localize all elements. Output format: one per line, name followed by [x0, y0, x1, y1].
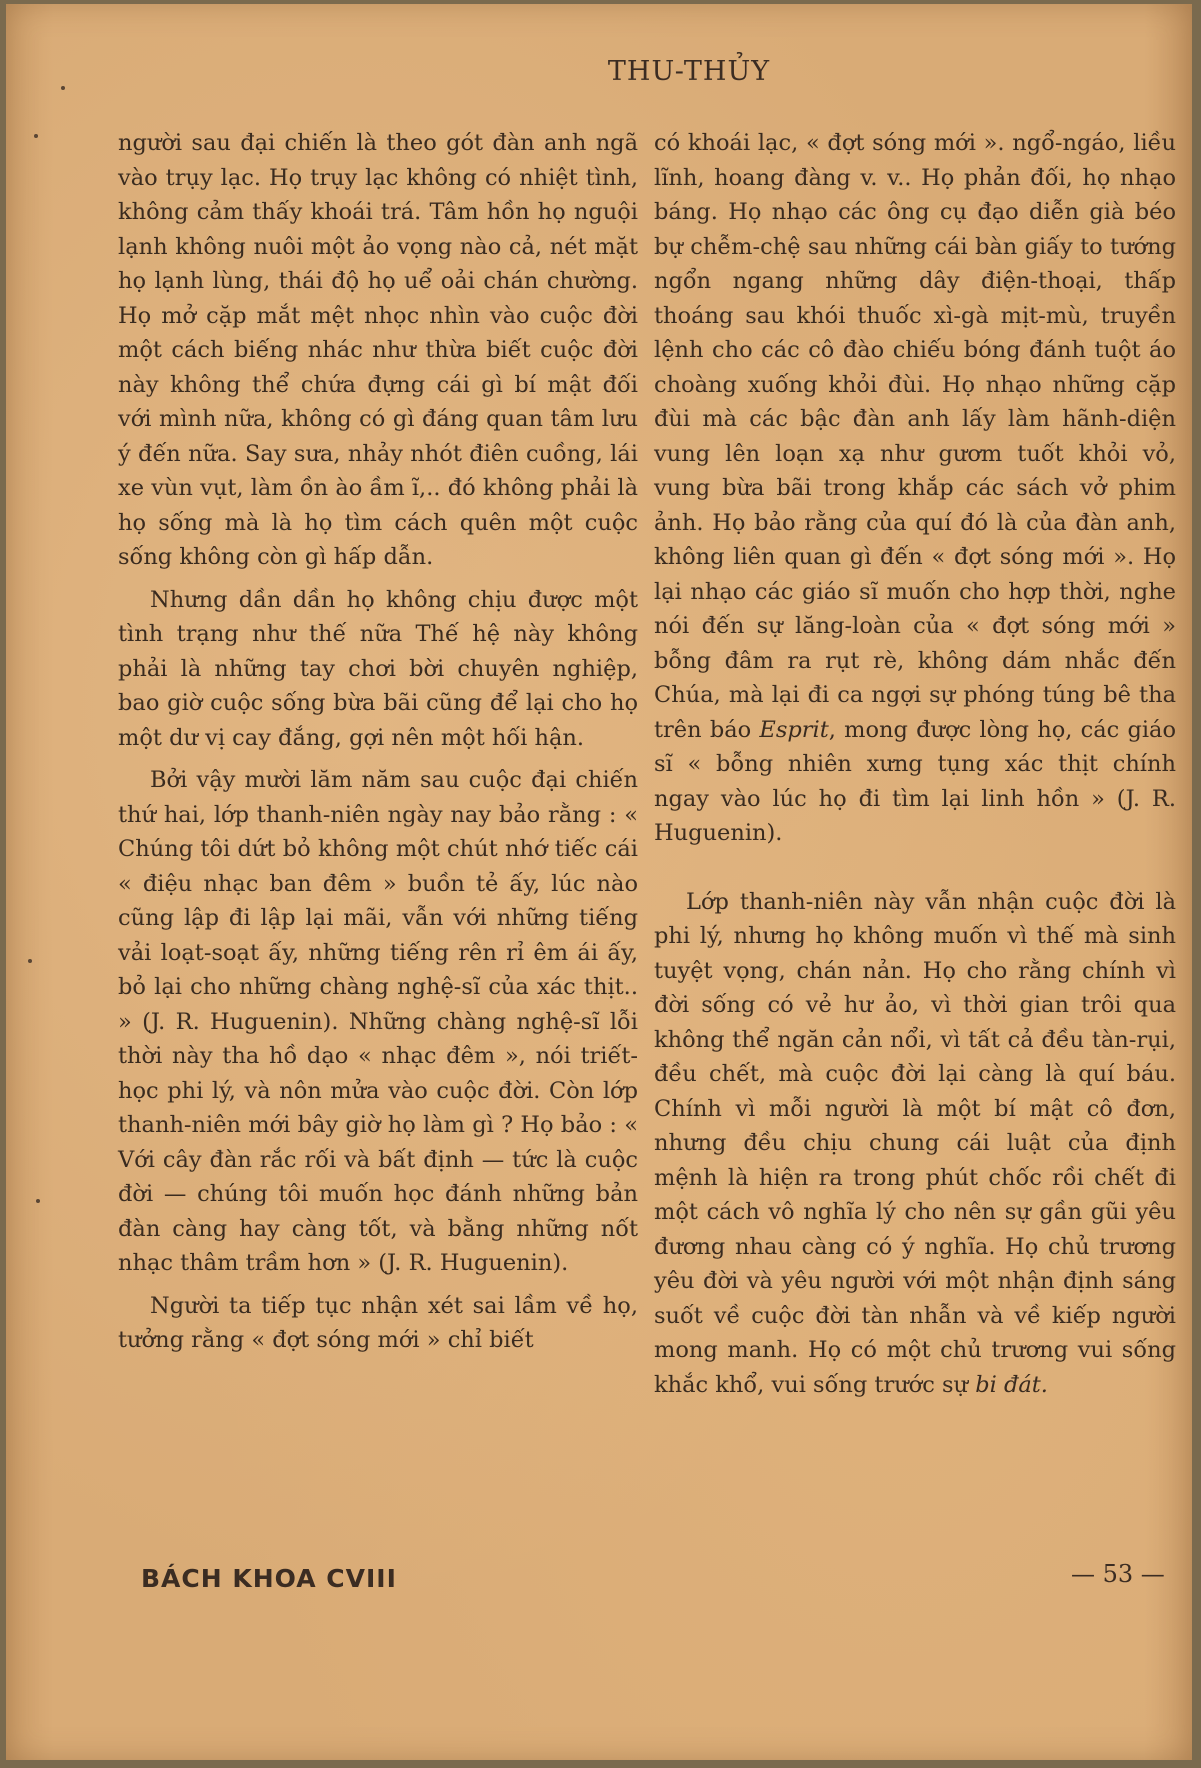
paper-speck [36, 1199, 40, 1203]
closing-words: bi đát. [975, 1371, 1048, 1398]
paragraph: Bởi vậy mười lăm năm sau cuộc đại chiến thứ hai, lớp thanh-niên ngày nay bảo rằng : « Chúng tôi dứt bỏ không một chút nhớ tiếc cái « điệu nhạc ban đêm » buồn tẻ ấy, lúc nào cũng lập đi lập lại mãi, vẫn với những tiếng vải loạt-soạt ấy, những tiếng rên rỉ êm ái ấy, bỏ lại cho những chàng nghệ-sĩ của xác thịt.. » (J. R. Huguenin). Những chàng nghệ-sĩ lỗi thời này tha hồ dạo « nhạc đêm », nói triết-học phi lý, và nôn mửa vào cuộc đời. Còn lớp thanh-niên mới bây giờ họ làm gì ? Họ bảo : « Với cây đàn rắc rối và bất định — tức là cuộc đời — chúng tôi muốn học đánh những bản đàn càng hay càng tốt, và bằng những nốt nhạc thâm trầm hơn » (J. R. Huguenin). [118, 767, 638, 1276]
page-number: — 53 — [1071, 1560, 1165, 1588]
paragraph: người sau đại chiến là theo gót đàn anh ngã vào trụy lạc. Họ trụy lạc không có nhiệt tình, không cảm thấy khoái trá. Tâm hồn họ nguội lạnh không nuôi một ảo vọng nào cả, nét mặt họ lạnh lùng, thái độ họ uể oải chán chường. Họ mở cặp mắt mệt nhọc nhìn vào cuộc đời một cách biếng nhác như thừa biết cuộc đời này không thể chứa đựng cái gì bí mật đối với mình nữa, không có gì đáng quan tâm lưu ý đến nữa. Say sưa, nhảy nhót điên cuồng, lái xe vùn vụt, làm ồn ào ầm ĩ,.. đó không phải là họ sống mà là họ tìm cách quên một cuộc sống không còn gì hấp dẫn. [118, 130, 638, 570]
page-header: THU-THỦY [607, 56, 771, 87]
paragraph-text: có khoái lạc, « đợt sóng mới ». ngổ-ngáo, liều lĩnh, hoang đàng v. v.. Họ phản đối, họ nhạo báng. Họ nhạo các ông cụ đạo diễn già béo bự chễm-chệ sau những cái bàn giấy to tướng ngổn ngang những dây điện-thoại, thấp thoáng sau khói thuốc xì-gà mịt-mù, truyền lệnh cho các cô đào chiếu bóng đánh tuột áo choàng xuống khỏi đùi. Họ nhạo những cặp đùi mà các bậc đàn anh lấy làm hãnh-diện vung lên loạn xạ như gươm tuốt khỏi vỏ, vung bừa bãi trong khắp các sách vở phim ảnh. Họ bảo rằng của quí đó là của đàn anh, không liên quan gì đến « đợt sóng mới ». Họ lại nhạo các giáo sĩ muốn cho hợp thời, nghe nói đến sự lăng-loàn của « đợt sóng mới » bỗng đâm ra rụt rè, không dám nhắc đến Chúa, mà lại đi ca ngợi sự phóng túng bê tha trên báo [654, 130, 1176, 743]
paper-speck [61, 86, 65, 90]
magazine-page [6, 4, 1192, 1760]
paragraph: Người ta tiếp tục nhận xét sai lầm về họ, tưởng rằng « đợt sóng mới » chỉ biết [118, 1292, 638, 1353]
left-column [118, 126, 638, 1358]
paper-speck [28, 959, 32, 963]
paragraph-text: Lớp thanh-niên này vẫn nhận cuộc đời là phi lý, nhưng họ không muốn vì thế mà sinh tuyệt vọng, chán nản. Họ cho rằng chính vì đời sống có vẻ hư ảo, vì thời gian trôi qua không thể ngăn cản nổi, vì tất cả đều tàn-rụi, đều chết, mà cuộc đời lại càng là quí báu. Chính vì mỗi người là một bí mật cô đơn, nhưng đều chịu chung cái luật của định mệnh là hiện ra trong phút chốc rồi chết đi một cách vô nghĩa lý cho nên sự gần gũi yêu đương nhau càng có ý nghĩa. Họ chủ trương yêu đời và yêu người với một nhận định sáng suốt về cuộc đời tàn nhẫn và về kiếp người mong manh. Họ có một chủ trương vui sống khắc khổ, vui sống trước sự [654, 888, 1176, 1398]
right-column [654, 126, 1176, 1402]
paragraph: Nhưng dần dần họ không chịu được một tình trạng như thế nữa Thế hệ này không phải là những tay chơi bời chuyên nghiệp, bao giờ cuộc sống bừa bãi cũng để lại cho họ một dư vị cay đắng, gợi nên một hối hận. [118, 586, 638, 751]
paragraph-text: , mong được lòng họ, các giáo sĩ « bỗng nhiên xưng tụng xác thịt chính ngay vào lúc họ đi tìm lại linh hồn » (J. R. Huguenin). [654, 716, 1177, 846]
paper-speck [34, 134, 38, 138]
journal-title: Esprit [759, 716, 829, 743]
publication-footer: BÁCH KHOA CVIII [141, 1564, 397, 1593]
paragraph [654, 126, 1176, 851]
paragraph [654, 885, 1176, 1403]
